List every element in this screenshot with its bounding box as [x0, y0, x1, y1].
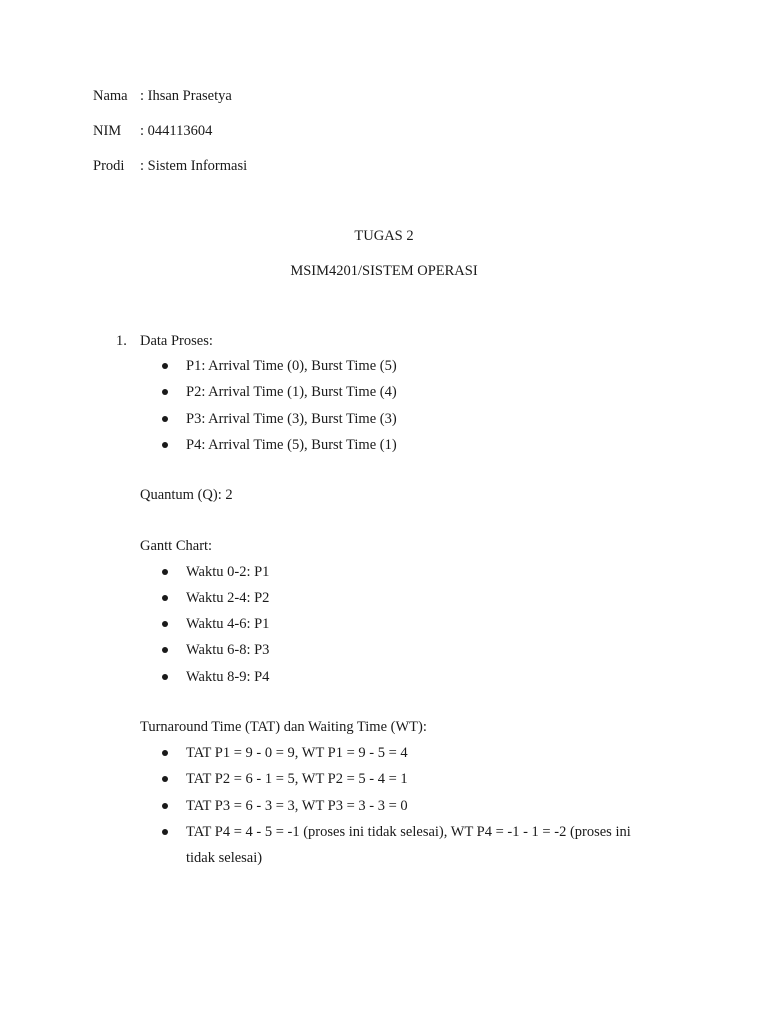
course-title: MSIM4201/SISTEM OPERASI: [290, 263, 478, 279]
gantt-heading: Gantt Chart:: [140, 538, 213, 554]
bullet-icon: [162, 647, 168, 653]
quantum-text: Quantum (Q): 2: [140, 487, 233, 503]
bullet-icon: [162, 389, 168, 395]
list-item-text: TAT P4 = 4 - 5 = -1 (proses ini tidak selesai), WT P4 = -1 - 1 = -2 (proses ini: [186, 824, 631, 840]
bullet-icon: [162, 750, 168, 756]
bullet-icon: [162, 776, 168, 782]
list-item-text: P4: Arrival Time (5), Burst Time (1): [186, 437, 397, 453]
bullet-icon: [162, 363, 168, 369]
section-heading: Data Proses:: [140, 333, 213, 349]
bullet-icon: [162, 803, 168, 809]
list-item-text: P3: Arrival Time (3), Burst Time (3): [186, 411, 397, 427]
list-item-text: P2: Arrival Time (1), Burst Time (4): [186, 384, 397, 400]
list-item-text: Waktu 8-9: P4: [186, 669, 270, 685]
list-item-text: TAT P3 = 6 - 3 = 3, WT P3 = 3 - 3 = 0: [186, 798, 408, 814]
prodi-value: : Sistem Informasi: [140, 158, 248, 174]
bullet-icon: [162, 595, 168, 601]
list-item-text: P1: Arrival Time (0), Burst Time (5): [186, 358, 397, 374]
list-item-text: Waktu 2-4: P2: [186, 590, 270, 606]
list-item-text: TAT P1 = 9 - 0 = 9, WT P1 = 9 - 5 = 4: [186, 745, 408, 761]
nim-label: NIM: [93, 123, 122, 139]
bullet-icon: [162, 569, 168, 575]
nim-value: : 044113604: [140, 123, 213, 139]
bullet-icon: [162, 621, 168, 627]
bullet-icon: [162, 416, 168, 422]
list-item-text: Waktu 6-8: P3: [186, 642, 270, 658]
bullet-icon: [162, 442, 168, 448]
nama-value: : Ihsan Prasetya: [140, 88, 232, 104]
nama-label: Nama: [93, 88, 128, 104]
prodi-label: Prodi: [93, 158, 125, 174]
list-item-text: TAT P2 = 6 - 1 = 5, WT P2 = 5 - 4 = 1: [186, 771, 408, 787]
list-item-continuation: tidak selesai): [186, 850, 263, 866]
document-title: TUGAS 2: [354, 228, 414, 244]
bullet-icon: [162, 829, 168, 835]
bullet-icon: [162, 674, 168, 680]
section-number: 1.: [116, 333, 127, 349]
list-item-text: Waktu 4-6: P1: [186, 616, 270, 632]
list-item-text: Waktu 0-2: P1: [186, 564, 270, 580]
tat-heading: Turnaround Time (TAT) dan Waiting Time (WT):: [140, 719, 427, 735]
